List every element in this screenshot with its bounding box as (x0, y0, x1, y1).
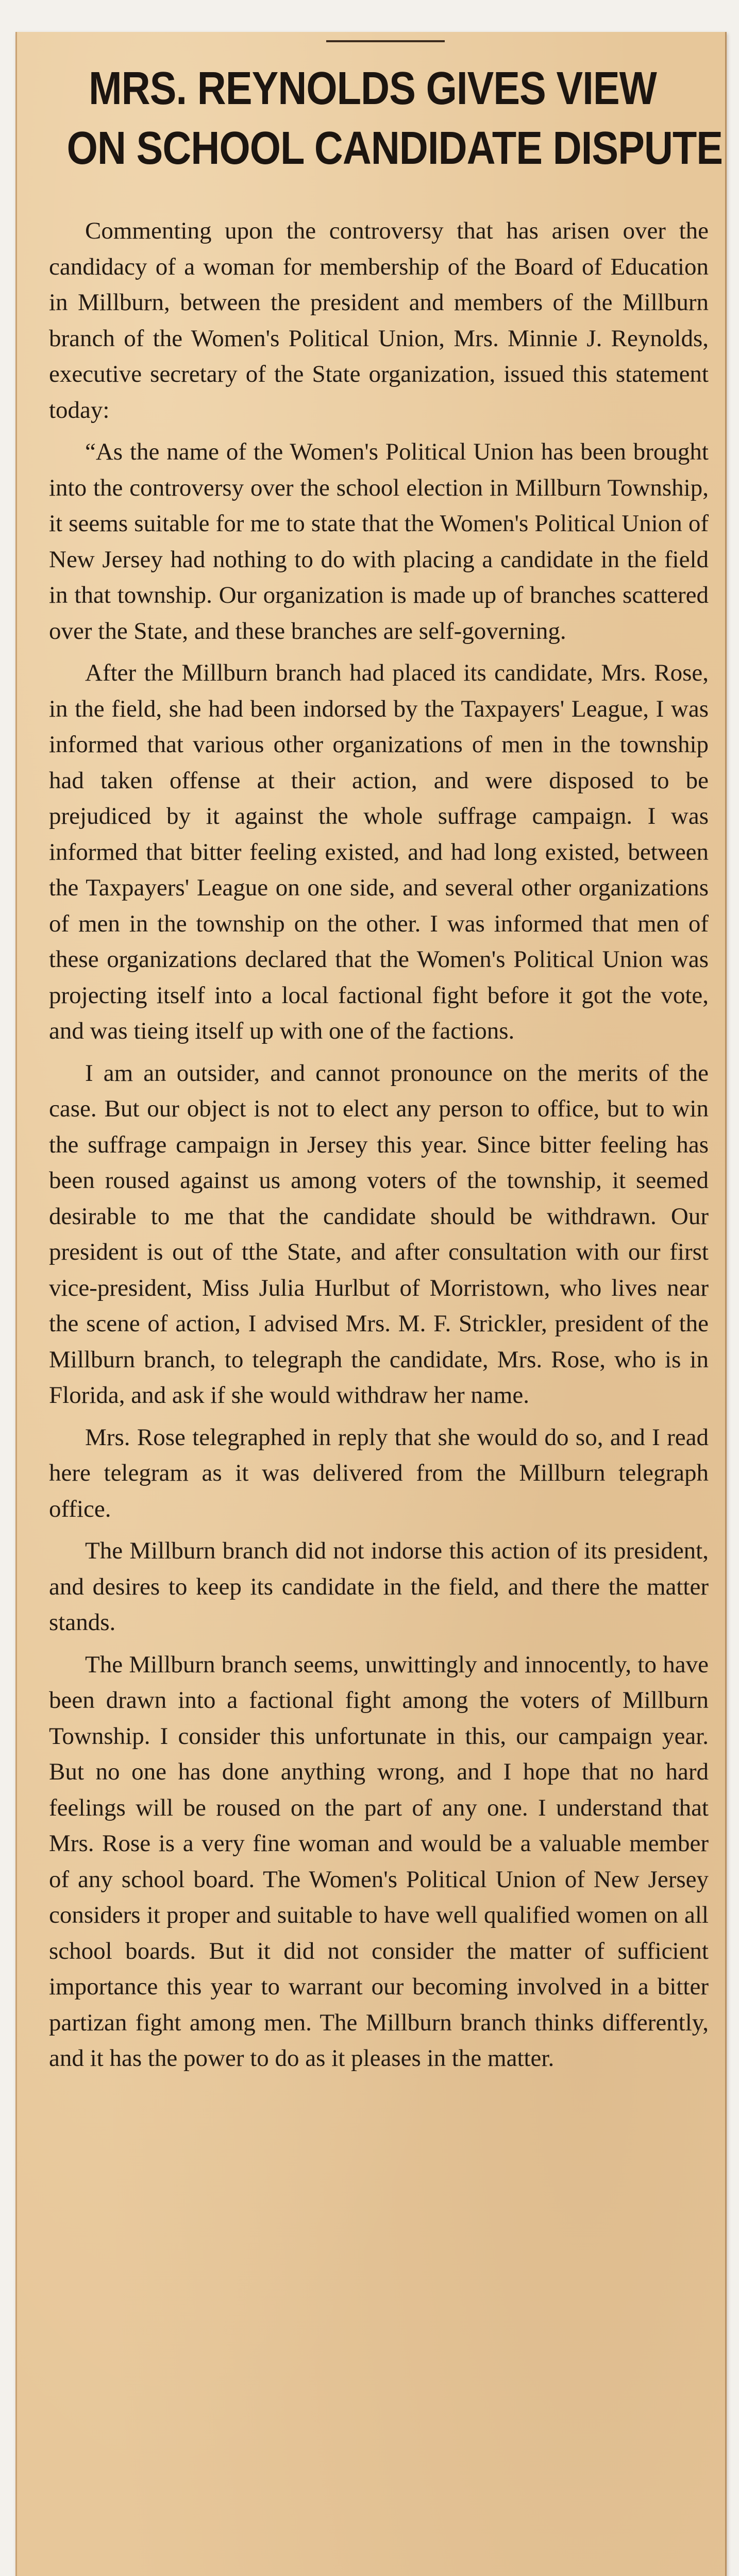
article-paragraph: The Millburn branch did not indorse this action of its president, and desires to keep its candidate in the field, and there the matter stands. (49, 1537, 709, 1636)
article-paragraph: Mrs. Rose telegraphed in reply that she would do so, and I read here telegram as it was delivered from the Millburn telegraph office. (49, 1423, 709, 1522)
article-paragraph: The Millburn branch seems, unwittingly and innocently, to have been drawn into a factional fight among the voters of Millburn Township. I consider this unfortunate in this, our campaign year. But no one has done anything wrong, and I hope that no hard feelings will be roused on the part of any one. I understand that Mrs. Rose is a very fine woman and would be a valuable member of any school board. The Women's Political Union of New Jersey considers it proper and suitable to have well qualified women on all school boards. But it did not consider the matter of sufficient importance this year to warrant our becoming involved in a bitter partizan fight among men. The Millburn branch thinks differently, and it has the power to do as it pleases in the matter. (49, 1651, 709, 2072)
headline (66, 59, 723, 178)
headline-line-2: ON SCHOOL CANDIDATE DISPUTE (66, 123, 723, 174)
article-body (49, 213, 709, 2083)
article-paragraph: “As the name of the Women's Political Union has been brought into the controversy over the school election in Millburn Township, it seems suitable for me to state that the Women's Political Union of New Jersey had nothing to do with placing a candidate in the field in that township. Our organization is made up of branches scattered over the State, and these branches are self-governing. (49, 438, 709, 645)
top-rule (326, 40, 445, 42)
article-paragraph: Commenting upon the controversy that has arisen over the candidacy of a woman for membership of the Board of Education in Millburn, between the president and members of the Millburn branch of the Women's Political Union, Mrs. Minnie J. Reynolds, executive secretary of the State organization, issued this statement today: (49, 217, 709, 423)
article-paragraph: After the Millburn branch had placed its candidate, Mrs. Rose, in the field, she had been indorsed by the Taxpayers' League, I was informed that various other organizations of men in the township had taken offense at their action, and were disposed to be prejudiced by it against the whole suffrage campaign. I was informed that bitter feeling existed, and had long existed, between the Taxpayers' League on one side, and several other organizations of men in the township on the other. I was informed that men of these organizations declared that the Women's Political Union was projecting itself into a local factional fight before it got the vote, and was tieing itself up with one of the factions. (49, 659, 709, 1044)
headline-line-1: MRS. REYNOLDS GIVES VIEW (89, 63, 657, 114)
newspaper-clipping (15, 32, 727, 2576)
article-paragraph: I am an outsider, and cannot pronounce on the merits of the case. But our object is not to elect any person to office, but to win the suffrage campaign in Jersey this year. Since bitter feeling has been roused against us among voters of the township, it seemed desirable to me that the candidate should be withdrawn. Our president is out of tthe State, and after consultation with our first vice-president, Miss Julia Hurlbut of Morristown, who lives near the scene of action, I advised Mrs. M. F. Strickler, president of the Millburn branch, to telegraph the candidate, Mrs. Rose, who is in Florida, and ask if she would withdraw her name. (49, 1059, 709, 1409)
